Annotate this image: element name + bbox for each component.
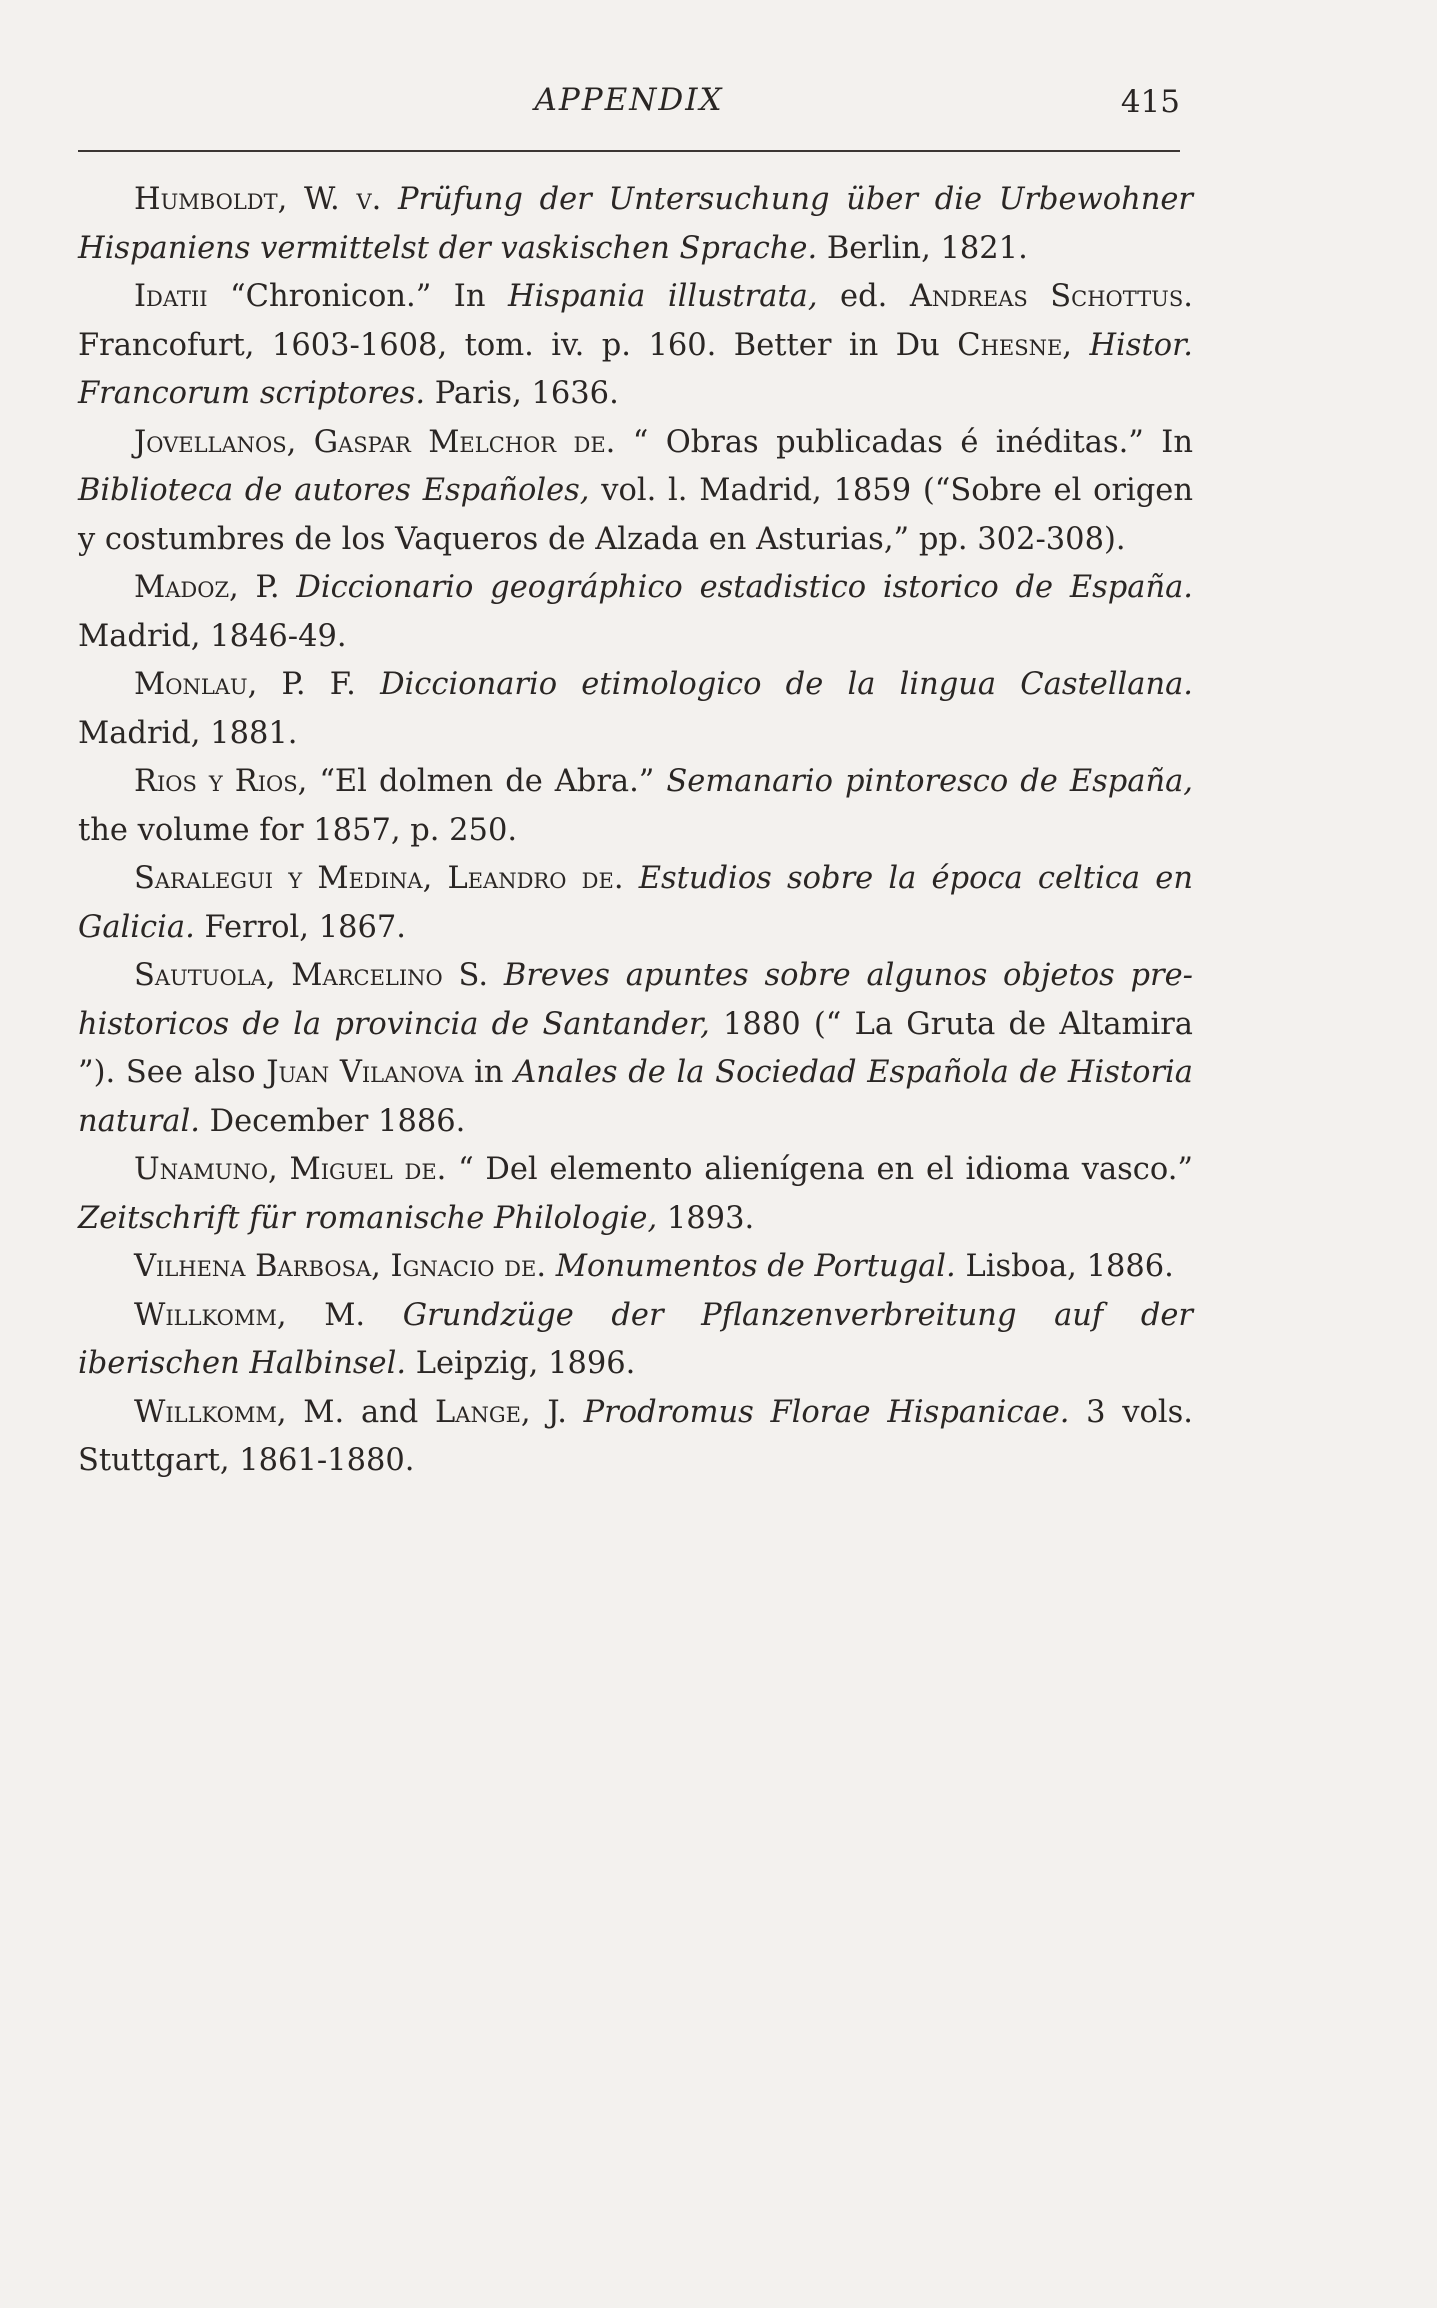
entry-title: Diccionario geográphico estadistico istorico de España. — [296, 570, 1193, 605]
bibliography-entry — [78, 1146, 1193, 1243]
entry-title: Prüfung der Untersuchung über die Urbewohner Hispaniens vermittelst der vaskischen Sprache. — [78, 182, 1193, 266]
header-rule — [78, 150, 1180, 152]
entry-author: Lange, J. — [435, 1394, 567, 1430]
entry-details: 3 vols. Stuttgart, 1861-1880. — [78, 1394, 1193, 1478]
page-header — [78, 82, 1180, 132]
entry-title: Histor. Francorum scriptores. — [78, 327, 1193, 411]
entry-text: and — [344, 1394, 436, 1430]
bibliography-entry — [78, 419, 1193, 565]
bibliography-entry — [78, 1243, 1193, 1292]
bibliography-entry — [78, 952, 1193, 1146]
entry-details: vol. l. Madrid, 1859 (“Sobre el origen y costumbres de los Vaqueros de Alzada en Asturias,” pp. 302-308). — [78, 473, 1193, 557]
entry-author: Rios y Rios, — [134, 764, 308, 799]
entry-title: Diccionario etimologico de la lingua Castellana. — [380, 667, 1193, 702]
entry-details: Madrid, 1881. — [78, 715, 298, 751]
entry-editor: Andreas Schottus. — [909, 279, 1193, 314]
entry-author: Jovellanos, Gaspar Melchor de. — [134, 424, 616, 460]
entry-details: Lisboa, 1886. — [955, 1249, 1174, 1284]
page-number: 415 — [1120, 84, 1180, 120]
entry-title: Estudios sobre la época celtica en Galicia. — [78, 861, 1193, 945]
entry-author: Madoz, P. — [134, 570, 280, 605]
entry-author: Willkomm, M. — [134, 1394, 345, 1430]
entry-author: Idatii — [134, 279, 208, 314]
bibliography-entry — [78, 758, 1193, 855]
bibliography-entry — [78, 564, 1193, 661]
entry-text: in — [463, 1055, 515, 1090]
entry-author: Monlau, P. F. — [134, 667, 356, 702]
entry-author: Saralegui y Medina, Leandro de. — [134, 861, 624, 896]
entry-title: Breves apuntes sobre algunos objetos pre-historicos de la provincia de Santander, — [78, 958, 1193, 1042]
entry-details: Francofurt, 1603-1608, tom. iv. p. 160. Better in Du — [78, 327, 958, 363]
entry-author: Vilhena Barbosa, Ignacio de. — [134, 1249, 547, 1284]
entry-text: “El dolmen de Abra.” — [307, 764, 667, 799]
bibliography-entry — [78, 855, 1193, 952]
bibliography-entry — [78, 273, 1193, 419]
entry-text: “Chronicon.” In — [207, 279, 509, 314]
entry-details: Berlin, 1821. — [817, 230, 1028, 266]
entry-details: Madrid, 1846-49. — [78, 618, 347, 654]
entry-title: Prodromus Florae Hispanicae. — [583, 1394, 1070, 1430]
entry-text: “ Del elemento alienígena en el idioma vasco.” — [446, 1152, 1193, 1187]
entry-title: Grundzüge der Pflanzenverbreitung auf der iberischen Halbinsel. — [78, 1297, 1193, 1381]
entry-author: Willkomm, M. — [134, 1297, 366, 1333]
entry-details: 1893. — [657, 1200, 755, 1236]
entry-details: Leipzig, 1896. — [406, 1346, 636, 1381]
entry-author: Unamuno, Miguel de. — [134, 1152, 447, 1187]
entry-title: Monumentos de Portugal. — [555, 1249, 956, 1284]
entry-title: Zeitschrift für romanische Philologie, — [78, 1200, 658, 1236]
entry-author: Humboldt, W. v. — [134, 182, 382, 217]
entry-text: ed. — [817, 279, 910, 314]
bibliography-entry — [78, 661, 1193, 758]
entry-details: 1880 (“ La Gruta de Altamira ”). See also — [78, 1006, 1193, 1090]
entry-title: Hispania illustrata, — [508, 279, 818, 314]
entry-details: December 1886. — [199, 1103, 466, 1139]
entry-author: Chesne, — [957, 327, 1072, 363]
bibliography-entry — [78, 1389, 1193, 1486]
entry-title: Anales de la Sociedad Española de Historia natural. — [78, 1055, 1193, 1139]
entry-author: Sautuola, Marcelino S. — [134, 958, 489, 993]
bibliography-list — [78, 176, 1193, 1486]
bibliography-entry — [78, 1292, 1193, 1389]
entry-title: Biblioteca de autores Españoles, — [78, 473, 590, 508]
entry-author: Juan Vilanova — [266, 1055, 464, 1090]
entry-details: the volume for 1857, p. 250. — [78, 812, 518, 848]
bibliography-entry — [78, 176, 1193, 273]
entry-title: Semanario pintoresco de España, — [666, 764, 1193, 799]
entry-details: Ferrol, 1867. — [194, 909, 407, 945]
entry-details: Paris, 1636. — [425, 376, 619, 411]
running-title: APPENDIX — [534, 82, 724, 118]
entry-text: “ Obras publicadas é inéditas.” In — [615, 424, 1193, 460]
